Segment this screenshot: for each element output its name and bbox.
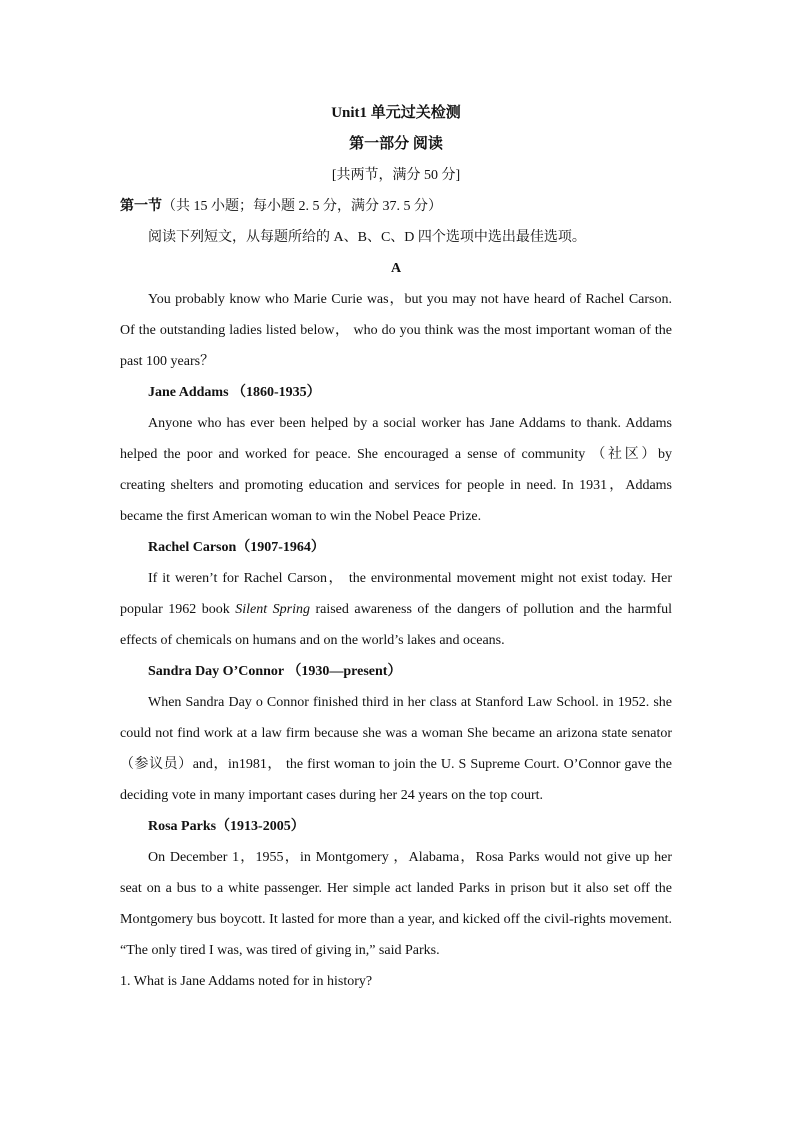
passage-intro: You probably know who Marie Curie was，but you may not have heard of Rachel Carson. Of the outstanding ladies listed below， who do you think was the most important woman of the past 100 years？ xyxy=(120,292,672,369)
person-text-rosa-parks: On December 1，1955，in Montgomery ，Alabama，Rosa Parks would not give up her seat on a bus to a white passenger. Her simple act landed Parks in prison but it also set off the Montgomery bus boycott. It lasted for more than a year, and kicked off the civil-rights movement. “The only tired I was, was tired of giving in,” said Parks. xyxy=(120,850,672,958)
section-detail: （共 15 小题；每小题 2. 5 分，满分 37. 5 分） xyxy=(162,199,442,214)
person-heading-sandra-day-oconnor: Sandra Day O’Connor （1930—present） xyxy=(148,664,402,679)
section-instruction: 阅读下列短文，从每题所给的 A、B、C、D 四个选项中选出最佳选项。 xyxy=(148,230,586,245)
document-page xyxy=(120,98,672,997)
person-heading-rosa-parks: Rosa Parks（1913-2005） xyxy=(148,819,305,834)
passage-letter: A xyxy=(390,261,402,276)
section-label: 第一节 xyxy=(120,199,162,214)
person-text-jane-addams: Anyone who has ever been helped by a social worker has Jane Addams to thank. Addams helped the poor and worked for peace. She encouraged a sense of community （社区）by creating shelters and promoting education and services for people in need. In 1931，Addams became the first American woman to win the Nobel Peace Prize. xyxy=(120,416,672,524)
person-heading-rachel-carson: Rachel Carson（1907-1964） xyxy=(148,540,325,555)
book-title: Silent Spring xyxy=(235,602,310,617)
section-heading xyxy=(120,191,672,222)
person-text-rachel-carson xyxy=(120,563,672,656)
part-heading: 第一部分 阅读 xyxy=(349,136,443,152)
person-text-sandra-day-oconnor: When Sandra Day o Connor finished third in her class at Stanford Law School. in 1952. she could not find work at a law firm because she was a woman She became an arizona state senator（参议员）and，in1981， the first woman to join the U. S Supreme Court. O’Connor gave the deciding vote in many important cases during her 24 years on the top court. xyxy=(120,695,672,803)
person-heading-jane-addams: Jane Addams （1860-1935） xyxy=(148,385,321,400)
rachel-text-after: raised awareness of the dangers of pollution and the harmful effects of chemicals on humans and on the world’s lakes and oceans. xyxy=(120,602,672,648)
document-title: Unit1 单元过关检测 xyxy=(331,105,461,121)
question-1: 1. What is Jane Addams noted for in history? xyxy=(120,974,373,989)
part-note: [共两节，满分 50 分] xyxy=(331,168,461,183)
rachel-text-before: If it weren’t for Rachel Carson， the environmental movement might not exist today. Her popular 1962 book xyxy=(120,571,672,617)
